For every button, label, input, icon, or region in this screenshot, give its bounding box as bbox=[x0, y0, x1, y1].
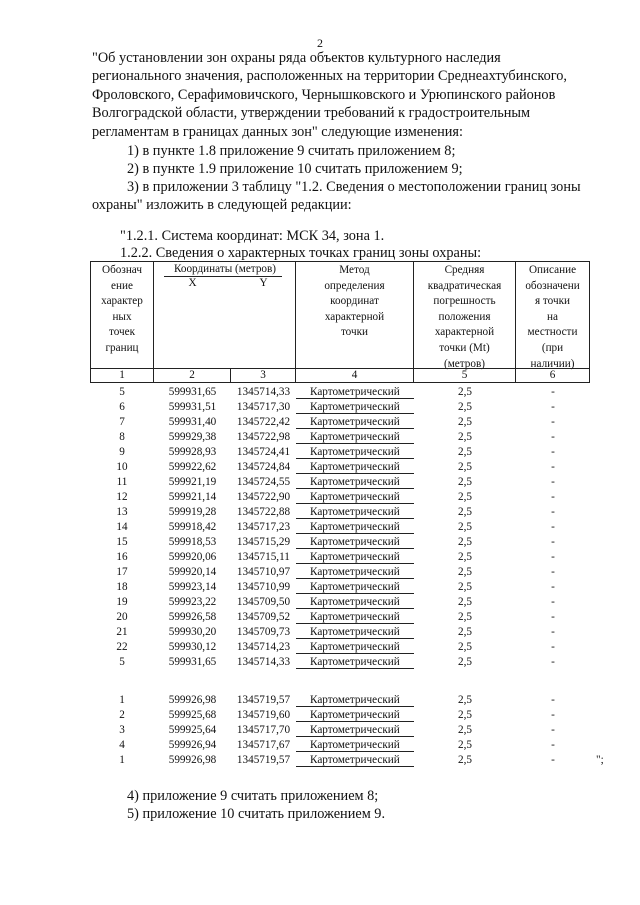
description: - bbox=[551, 641, 555, 653]
header-coordinates bbox=[154, 262, 296, 369]
method-underline bbox=[296, 428, 414, 429]
description: - bbox=[551, 386, 555, 398]
method-underline bbox=[296, 548, 414, 549]
header-point-designation bbox=[90, 262, 154, 369]
error-value: 2,5 bbox=[458, 596, 472, 608]
column-number: 3 bbox=[231, 369, 296, 382]
point-number: 4 bbox=[119, 739, 125, 751]
method-underline bbox=[296, 623, 414, 624]
error-value: 2,5 bbox=[458, 416, 472, 428]
column-number: 2 bbox=[154, 369, 231, 382]
coord-y: 1345709,50 bbox=[236, 596, 291, 608]
coord-y: 1345715,29 bbox=[236, 536, 291, 548]
intro-line: регламентам в границах данных зон" следующие изменения: bbox=[92, 123, 463, 140]
header-text: на bbox=[547, 310, 558, 323]
header-method bbox=[296, 262, 414, 369]
method-underline bbox=[296, 638, 414, 639]
method: Картометрический bbox=[310, 491, 400, 503]
method: Картометрический bbox=[310, 551, 400, 563]
description: - bbox=[551, 521, 555, 533]
table-row bbox=[90, 610, 610, 625]
table-row bbox=[90, 595, 610, 610]
method: Картометрический bbox=[310, 611, 400, 623]
point-number: 8 bbox=[119, 431, 125, 443]
error-value: 2,5 bbox=[458, 724, 472, 736]
error-value: 2,5 bbox=[458, 446, 472, 458]
amendment-item-5: 5) приложение 10 считать приложением 9. bbox=[127, 806, 386, 822]
point-number: 15 bbox=[116, 536, 128, 548]
table-row bbox=[90, 430, 610, 445]
point-number: 18 bbox=[116, 581, 128, 593]
error-value: 2,5 bbox=[458, 386, 472, 398]
coordinate-system-line: "1.2.1. Система координат: МСК 34, зона 1. bbox=[120, 228, 385, 244]
error-value: 2,5 bbox=[458, 461, 472, 473]
description: - bbox=[551, 581, 555, 593]
point-number: 11 bbox=[116, 476, 128, 488]
method-underline bbox=[296, 533, 414, 534]
method-underline bbox=[296, 503, 414, 504]
header-text: квадратическая bbox=[427, 279, 502, 292]
column-number: 5 bbox=[414, 369, 516, 382]
method-underline bbox=[296, 398, 414, 399]
error-value: 2,5 bbox=[458, 476, 472, 488]
error-value: 2,5 bbox=[458, 641, 472, 653]
method: Картометрический bbox=[310, 596, 400, 608]
table-row bbox=[90, 655, 610, 670]
error-value: 2,5 bbox=[458, 401, 472, 413]
table-row bbox=[90, 753, 610, 768]
coord-x: 599926,58 bbox=[168, 611, 217, 623]
header-description bbox=[516, 262, 590, 369]
header-text: (при bbox=[541, 341, 564, 354]
description: - bbox=[551, 626, 555, 638]
coord-x: 599930,12 bbox=[168, 641, 217, 653]
header-text: обозначени bbox=[525, 279, 580, 292]
header-text: границ bbox=[105, 341, 139, 354]
header-text: характер bbox=[101, 295, 143, 308]
coord-y: 1345719,57 bbox=[236, 694, 291, 706]
coord-y: 1345722,88 bbox=[236, 506, 291, 518]
error-value: 2,5 bbox=[458, 626, 472, 638]
description: - bbox=[551, 611, 555, 623]
coord-x: 599926,98 bbox=[168, 754, 217, 766]
point-number: 19 bbox=[116, 596, 128, 608]
error-value: 2,5 bbox=[458, 566, 472, 578]
method-underline bbox=[296, 518, 414, 519]
table-row bbox=[90, 445, 610, 460]
coord-x: 599931,65 bbox=[168, 386, 217, 398]
point-number: 10 bbox=[116, 461, 128, 473]
error-value: 2,5 bbox=[458, 656, 472, 668]
method: Картометрический bbox=[310, 656, 400, 668]
closing-quote: "; bbox=[596, 754, 604, 766]
method: Картометрический bbox=[310, 506, 400, 518]
method-underline bbox=[296, 608, 414, 609]
intro-line: Фроловского, Серафимовичского, Чернышковского и Урюпинского районов bbox=[92, 86, 556, 103]
amendment-item-3-cont: охраны" изложить в следующей редакции: bbox=[92, 197, 352, 213]
header-coordinates-title: Координаты (метров) bbox=[173, 263, 277, 275]
table-row bbox=[90, 693, 610, 708]
description: - bbox=[551, 506, 555, 518]
header-error bbox=[414, 262, 516, 369]
coord-x: 599920,06 bbox=[168, 551, 217, 563]
point-number: 12 bbox=[116, 491, 128, 503]
coord-y: 1345719,60 bbox=[236, 709, 291, 721]
header-text: положения bbox=[438, 310, 491, 323]
header-text: Средняя bbox=[444, 264, 485, 276]
table-row bbox=[90, 460, 610, 475]
method-underline bbox=[296, 721, 414, 722]
coord-x: 599920,14 bbox=[168, 566, 217, 578]
description: - bbox=[551, 754, 555, 766]
table-row bbox=[90, 400, 610, 415]
description: - bbox=[551, 416, 555, 428]
table-row bbox=[90, 475, 610, 490]
coord-y: 1345722,90 bbox=[236, 491, 291, 503]
description: - bbox=[551, 491, 555, 503]
method-underline bbox=[296, 413, 414, 414]
method: Картометрический bbox=[310, 536, 400, 548]
header-y: Y bbox=[259, 277, 268, 289]
page-number: 2 bbox=[317, 36, 323, 50]
point-number: 2 bbox=[119, 709, 125, 721]
method: Картометрический bbox=[310, 446, 400, 458]
point-number: 1 bbox=[119, 754, 125, 766]
column-numbers-row bbox=[90, 368, 590, 383]
coord-y: 1345709,52 bbox=[236, 611, 291, 623]
point-number: 6 bbox=[119, 401, 125, 413]
coord-x: 599928,93 bbox=[168, 446, 217, 458]
description: - bbox=[551, 401, 555, 413]
amendment-item-1: 1) в пункте 1.8 приложение 9 считать приложением 8; bbox=[127, 143, 456, 159]
description: - bbox=[551, 739, 555, 751]
coord-x: 599925,68 bbox=[168, 709, 217, 721]
method-underline bbox=[296, 458, 414, 459]
header-text: местности bbox=[527, 326, 578, 339]
method-underline bbox=[296, 736, 414, 737]
point-number: 21 bbox=[116, 626, 128, 638]
coord-y: 1345724,55 bbox=[236, 476, 291, 488]
coord-y: 1345709,73 bbox=[236, 626, 291, 638]
description: - bbox=[551, 551, 555, 563]
description: - bbox=[551, 709, 555, 721]
coord-x: 599923,22 bbox=[168, 596, 217, 608]
error-value: 2,5 bbox=[458, 536, 472, 548]
method: Картометрический bbox=[310, 754, 400, 766]
method: Картометрический bbox=[310, 431, 400, 443]
table-row bbox=[90, 738, 610, 753]
column-number: 4 bbox=[296, 369, 414, 382]
coord-x: 599926,98 bbox=[168, 694, 217, 706]
header-text: определения bbox=[324, 279, 385, 292]
header-text: точек bbox=[108, 326, 136, 339]
coord-x: 599923,14 bbox=[168, 581, 217, 593]
table-row bbox=[90, 565, 610, 580]
table-row bbox=[90, 520, 610, 535]
method: Картометрический bbox=[310, 521, 400, 533]
intro-line: Волгоградской области, утверждении требований к градостроительным bbox=[92, 105, 531, 122]
table-row bbox=[90, 723, 610, 738]
coord-y: 1345722,98 bbox=[236, 431, 291, 443]
description: - bbox=[551, 596, 555, 608]
header-text: характерной bbox=[434, 326, 495, 339]
method: Картометрический bbox=[310, 626, 400, 638]
header-text: Метод bbox=[339, 264, 370, 276]
table-row bbox=[90, 535, 610, 550]
method: Картометрический bbox=[310, 461, 400, 473]
coord-x: 599931,65 bbox=[168, 656, 217, 668]
coord-y: 1345710,99 bbox=[236, 581, 291, 593]
method-underline bbox=[296, 563, 414, 564]
method: Картометрический bbox=[310, 566, 400, 578]
error-value: 2,5 bbox=[458, 694, 472, 706]
method-underline bbox=[296, 488, 414, 489]
table-row bbox=[90, 385, 610, 400]
point-number: 5 bbox=[119, 386, 125, 398]
coord-x: 599918,42 bbox=[168, 521, 217, 533]
description: - bbox=[551, 656, 555, 668]
coord-y: 1345714,33 bbox=[236, 386, 291, 398]
method-underline bbox=[296, 653, 414, 654]
description: - bbox=[551, 431, 555, 443]
method: Картометрический bbox=[310, 709, 400, 721]
method-underline bbox=[296, 706, 414, 707]
coord-x: 599929,38 bbox=[168, 431, 217, 443]
header-text: наличии) bbox=[530, 357, 575, 370]
header-text: погрешность bbox=[433, 295, 496, 308]
point-number: 20 bbox=[116, 611, 128, 623]
error-value: 2,5 bbox=[458, 431, 472, 443]
method-underline bbox=[296, 443, 414, 444]
error-value: 2,5 bbox=[458, 506, 472, 518]
error-value: 2,5 bbox=[458, 611, 472, 623]
description: - bbox=[551, 461, 555, 473]
error-value: 2,5 bbox=[458, 521, 472, 533]
intro-paragraph bbox=[92, 49, 607, 141]
header-text: я точки bbox=[534, 295, 571, 308]
method: Картометрический bbox=[310, 739, 400, 751]
coord-y: 1345717,23 bbox=[236, 521, 291, 533]
coord-y: 1345717,30 bbox=[236, 401, 291, 413]
header-text: ение bbox=[111, 279, 133, 292]
point-number: 17 bbox=[116, 566, 128, 578]
coord-y: 1345724,41 bbox=[236, 446, 291, 458]
point-number: 16 bbox=[116, 551, 128, 563]
error-value: 2,5 bbox=[458, 581, 472, 593]
header-x: X bbox=[188, 277, 197, 289]
amendment-item-3: 3) в приложении 3 таблицу "1.2. Сведения о местоположении границ зоны bbox=[127, 179, 581, 195]
table-row bbox=[90, 490, 610, 505]
error-value: 2,5 bbox=[458, 709, 472, 721]
point-number: 1 bbox=[119, 694, 125, 706]
coord-x: 599921,14 bbox=[168, 491, 217, 503]
coord-y: 1345710,97 bbox=[236, 566, 291, 578]
method-underline bbox=[296, 751, 414, 752]
coord-x: 599930,20 bbox=[168, 626, 217, 638]
method: Картометрический bbox=[310, 476, 400, 488]
coord-x: 599919,28 bbox=[168, 506, 217, 518]
error-value: 2,5 bbox=[458, 739, 472, 751]
table-row bbox=[90, 550, 610, 565]
error-value: 2,5 bbox=[458, 754, 472, 766]
method-underline bbox=[296, 668, 414, 669]
intro-line: регионального значения, расположенных на территории Среднеахтубинского, bbox=[92, 68, 567, 85]
description: - bbox=[551, 724, 555, 736]
header-text: ных bbox=[112, 310, 132, 323]
column-number: 1 bbox=[90, 369, 154, 382]
method: Картометрический bbox=[310, 694, 400, 706]
table-header bbox=[90, 261, 590, 369]
table-row bbox=[90, 505, 610, 520]
point-number: 7 bbox=[119, 416, 125, 428]
header-text: точки (Mt) bbox=[439, 341, 490, 354]
coord-y: 1345714,33 bbox=[236, 656, 291, 668]
coord-y: 1345714,23 bbox=[236, 641, 291, 653]
coord-x: 599931,51 bbox=[168, 401, 217, 413]
coord-x: 599931,40 bbox=[168, 416, 217, 428]
point-number: 3 bbox=[119, 724, 125, 736]
error-value: 2,5 bbox=[458, 551, 472, 563]
method: Картометрический bbox=[310, 401, 400, 413]
table-row bbox=[90, 640, 610, 655]
header-text: координат bbox=[330, 295, 379, 308]
description: - bbox=[551, 694, 555, 706]
table-row bbox=[90, 708, 610, 723]
column-number: 6 bbox=[516, 369, 590, 382]
point-number: 9 bbox=[119, 446, 125, 458]
coord-y: 1345719,57 bbox=[236, 754, 291, 766]
coord-x: 599921,19 bbox=[168, 476, 217, 488]
coord-y: 1345722,42 bbox=[236, 416, 291, 428]
coord-y: 1345717,70 bbox=[236, 724, 291, 736]
description: - bbox=[551, 446, 555, 458]
description: - bbox=[551, 566, 555, 578]
description: - bbox=[551, 476, 555, 488]
coord-x: 599922,62 bbox=[168, 461, 217, 473]
coord-x: 599918,53 bbox=[168, 536, 217, 548]
header-text: точки bbox=[340, 326, 369, 339]
method: Картометрический bbox=[310, 581, 400, 593]
coord-y: 1345715,11 bbox=[237, 551, 290, 563]
table-row bbox=[90, 415, 610, 430]
coord-y: 1345724,84 bbox=[236, 461, 291, 473]
method-underline bbox=[296, 578, 414, 579]
coord-y: 1345717,67 bbox=[236, 739, 291, 751]
error-value: 2,5 bbox=[458, 491, 472, 503]
method: Картометрический bbox=[310, 641, 400, 653]
method: Картометрический bbox=[310, 416, 400, 428]
amendment-item-4: 4) приложение 9 считать приложением 8; bbox=[127, 788, 379, 804]
table-row bbox=[90, 625, 610, 640]
description: - bbox=[551, 536, 555, 548]
method-underline bbox=[296, 473, 414, 474]
amendment-item-2: 2) в пункте 1.9 приложение 10 считать приложением 9; bbox=[127, 161, 463, 177]
point-number: 22 bbox=[116, 641, 128, 653]
point-number: 14 bbox=[116, 521, 128, 533]
method-underline bbox=[296, 593, 414, 594]
method: Картометрический bbox=[310, 386, 400, 398]
method-underline bbox=[296, 766, 414, 767]
intro-line: "Об установлении зон охраны ряда объектов культурного наследия bbox=[92, 50, 501, 66]
header-text: характерной bbox=[324, 310, 385, 323]
header-text: Обознач bbox=[102, 264, 142, 276]
coord-x: 599926,94 bbox=[168, 739, 217, 751]
coord-x: 599925,64 bbox=[168, 724, 217, 736]
method: Картометрический bbox=[310, 724, 400, 736]
header-text: Описание bbox=[528, 264, 577, 276]
table-row bbox=[90, 580, 610, 595]
point-number: 5 bbox=[119, 656, 125, 668]
points-section-line: 1.2.2. Сведения о характерных точках границ зоны охраны: bbox=[120, 245, 482, 261]
point-number: 13 bbox=[116, 506, 128, 518]
header-text: (метров) bbox=[444, 357, 485, 370]
